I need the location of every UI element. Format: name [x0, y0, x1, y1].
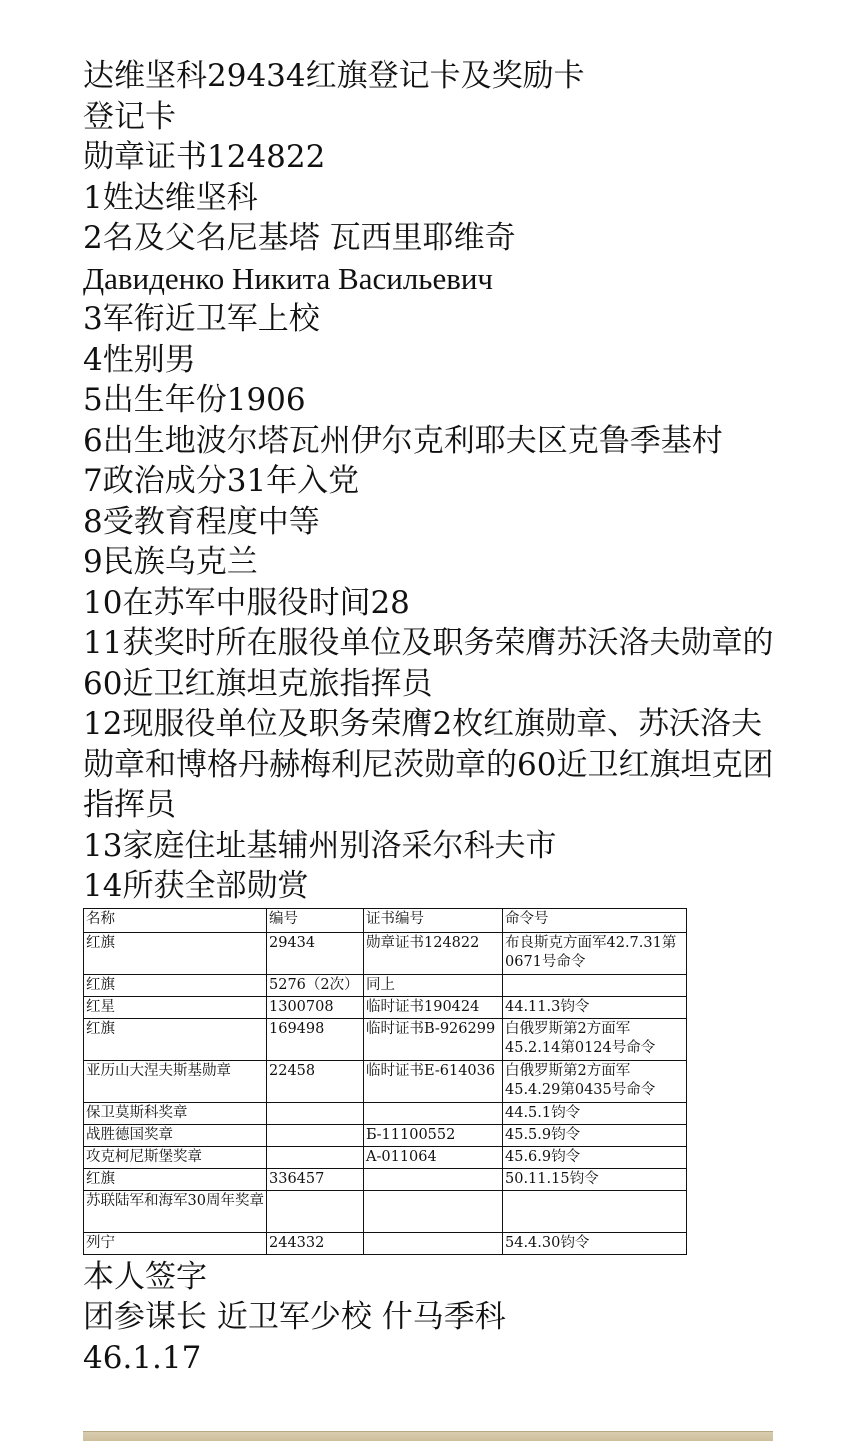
doc-subtitle: 登记卡: [83, 98, 176, 135]
table-header-row: [84, 908, 687, 932]
cell-number: 1300708: [267, 996, 364, 1018]
table-row: [84, 1124, 687, 1146]
doc-title: 达维坚科29434红旗登记卡及奖励卡: [83, 58, 585, 94]
awards-table: [83, 908, 687, 1255]
field-russian-name: Давиденко Никита Васильевич: [83, 260, 494, 296]
cell-name: 红旗: [84, 1018, 267, 1060]
cell-certificate: 临时证书E-614036: [364, 1060, 503, 1102]
date: 46.1.17: [83, 1339, 202, 1376]
cell-name: 保卫莫斯科奖章: [84, 1102, 267, 1124]
table-row: [84, 974, 687, 996]
cell-number: 22458: [267, 1060, 364, 1102]
cell-certificate: [364, 1232, 503, 1254]
cell-order: 44.5.1钧令: [503, 1102, 687, 1124]
cell-certificate: 勋章证书124822: [364, 932, 503, 974]
cell-order: [503, 974, 687, 996]
cell-certificate: [364, 1190, 503, 1232]
cell-certificate: A-011064: [364, 1146, 503, 1168]
table-row: [84, 932, 687, 974]
cell-number: [267, 1190, 364, 1232]
signer: 团参谋长 近卫军少校 什马季科: [83, 1299, 506, 1335]
document: [83, 56, 803, 1378]
header-certificate: 证书编号: [364, 908, 503, 932]
cell-order: 白俄罗斯第2方面军45.4.29第0435号命令: [503, 1060, 687, 1102]
cell-number: 244332: [267, 1232, 364, 1254]
cell-name: 红旗: [84, 1168, 267, 1190]
cell-number: [267, 1146, 364, 1168]
table-row: [84, 1232, 687, 1254]
field-all-awards: 14所获全部勋赏: [83, 868, 309, 904]
cell-order: 45.5.9钧令: [503, 1124, 687, 1146]
cell-certificate: Б-11100552: [364, 1124, 503, 1146]
table-row: [84, 1060, 687, 1102]
cell-name: 红旗: [84, 932, 267, 974]
field-address: 13家庭住址基辅州别洛采尔科夫市: [83, 827, 557, 864]
cell-name: 苏联陆军和海军30周年奖章: [84, 1190, 267, 1232]
field-birthplace: 6出生地波尔塔瓦州伊尔克利耶夫区克鲁季基村: [83, 422, 723, 459]
header-name: 名称: [84, 908, 267, 932]
field-nationality: 9民族乌克兰: [83, 544, 258, 580]
field-rank: 3军衔近卫军上校: [83, 301, 320, 337]
cell-name: 攻克柯尼斯堡奖章: [84, 1146, 267, 1168]
cell-certificate: [364, 1102, 503, 1124]
cell-name: 亚历山大涅夫斯基勋章: [84, 1060, 267, 1102]
header-number: 编号: [267, 908, 364, 932]
field-current-unit: 12现服役单位及职务荣膺2枚红旗勋章、苏沃洛夫勋章和博格丹赫梅利尼茨勋章的60近卫红旗坦克团指挥员: [83, 706, 774, 823]
cell-order: 白俄罗斯第2方面军45.2.14第0124号命令: [503, 1018, 687, 1060]
cell-number: [267, 1102, 364, 1124]
field-surname: 1姓达维坚科: [83, 179, 258, 216]
field-name-patronymic: 2名及父名尼基塔 瓦西里耶维奇: [83, 220, 516, 256]
cell-name: 列宁: [84, 1232, 267, 1254]
header-order: 命令号: [503, 908, 687, 932]
cell-number: 169498: [267, 1018, 364, 1060]
certificate-number: 勋章证书124822: [83, 139, 326, 175]
cell-order: 44.11.3钧令: [503, 996, 687, 1018]
field-service-time: 10在苏军中服役时间28: [83, 584, 410, 621]
cell-name: 红星: [84, 996, 267, 1018]
cell-name: 红旗: [84, 974, 267, 996]
table-row: [84, 1102, 687, 1124]
cell-certificate: 临时证书B-926299: [364, 1018, 503, 1060]
field-party: 7政治成分31年入党: [83, 463, 360, 499]
signature-label: 本人签字: [83, 1258, 207, 1295]
cell-order: [503, 1190, 687, 1232]
cell-name: 战胜德国奖章: [84, 1124, 267, 1146]
table-row: [84, 996, 687, 1018]
cell-order: 布良斯克方面军42.7.31第0671号命令: [503, 932, 687, 974]
field-unit-at-award: 11获奖时所在服役单位及职务荣膺苏沃洛夫勋章的60近卫红旗坦克旅指挥员: [83, 625, 774, 702]
cell-number: 5276（2次）: [267, 974, 364, 996]
cell-order: 50.11.15钧令: [503, 1168, 687, 1190]
cell-certificate: [364, 1168, 503, 1190]
cell-number: 29434: [267, 932, 364, 974]
table-row: [84, 1190, 687, 1232]
table-row: [84, 1168, 687, 1190]
field-education: 8受教育程度中等: [83, 503, 320, 540]
cell-order: 45.6.9钧令: [503, 1146, 687, 1168]
field-birth-year: 5出生年份1906: [83, 382, 306, 418]
table-row: [84, 1018, 687, 1060]
cell-number: [267, 1124, 364, 1146]
cell-certificate: 临时证书190424: [364, 996, 503, 1018]
cell-order: 54.4.30钧令: [503, 1232, 687, 1254]
field-sex: 4性别男: [83, 341, 196, 378]
cell-certificate: 同上: [364, 974, 503, 996]
table-row: [84, 1146, 687, 1168]
cell-number: 336457: [267, 1168, 364, 1190]
